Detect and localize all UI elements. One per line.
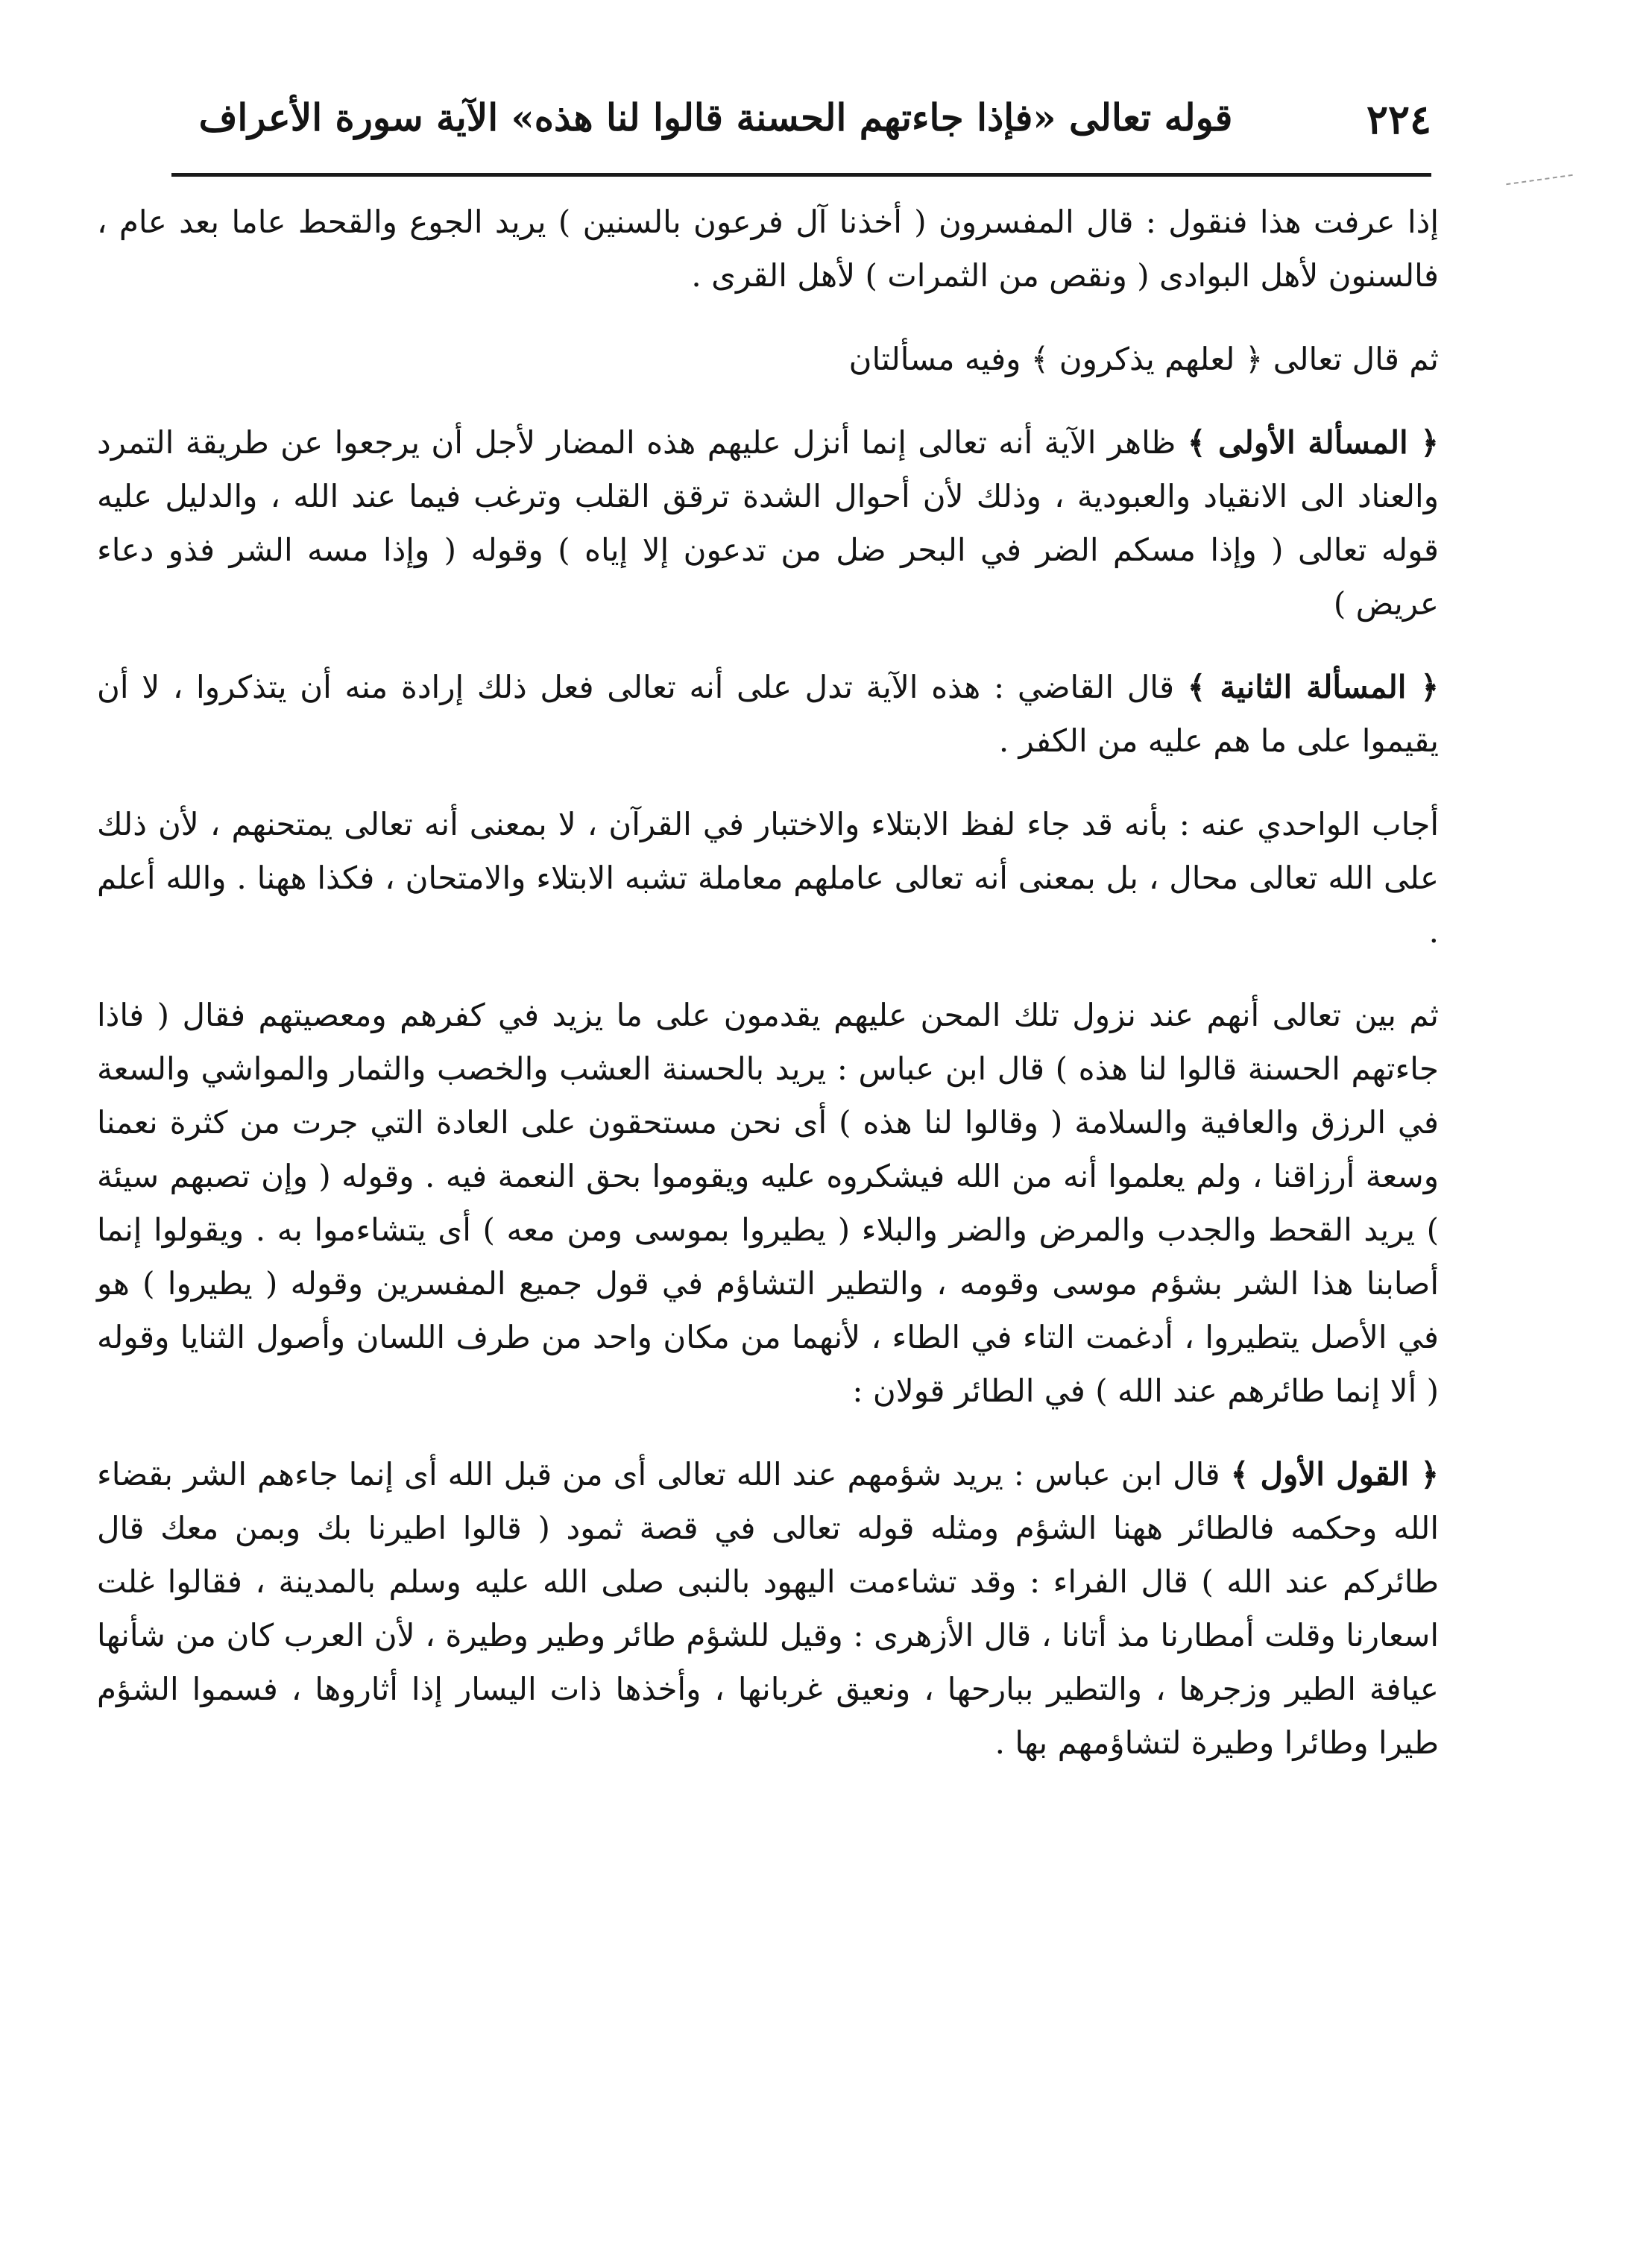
paragraph-text: ثم بين تعالى أنهم عند نزول تلك المحن عليهم يقدمون على ما يزيد في كفرهم ومعصيتهم فقال ( فاذا جاءتهم الحسنة قالوا لنا هذه ) قال ابن عباس : يريد بالحسنة العشب والخصب والثمار والمواشي والسعة في الرزق والعافية والسلامة ( وقالوا لنا هذه ) أى نحن مستحقون على العادة التي جرت من كثرة نعمنا وسعة أرزاقنا ، ولم يعلموا أنه من الله فيشكروه عليه ويقوموا بحق النعمة فيه . وقوله ( وإن تصبهم سيئة ) يريد القحط والجدب والمرض والضر والبلاء ( يطيروا بموسى ومن معه ) أى يتشاءموا به . ويقولوا إنما أصابنا هذا الشر بشؤم موسى وقومه ، والتطير التشاؤم في قول جميع المفسرين وقوله ( يطيروا ) هو في الأصل يتطيروا ، أدغمت التاء في الطاء ، لأنهما من مكان واحد من طرف اللسان وأصول الثنايا وقوله ( ألا إنما طائرهم عند الله ) في الطائر قولان : bbox=[97, 997, 1439, 1409]
paragraph-text: أجاب الواحدي عنه : بأنه قد جاء لفظ الابتلاء والاختبار في القرآن ، لا بمعنى أنه تعالى يمتحنهم ، لأن ذلك على الله تعالى محال ، بل بمعنى أنه تعالى عاملهم معاملة تشبه الابتلاء والامتحان ، فكذا ههنا . والله أعلم . bbox=[97, 806, 1439, 950]
paragraph bbox=[97, 989, 1439, 1418]
paragraph-text: ظاهر الآية أنه تعالى إنما أنزل عليهم هذه المضار لأجل أن يرجعوا عن طريقة التمرد والعناد الى الانقياد والعبودية ، وذلك لأن أحوال الشدة ترقق القلب وترغب فيما عند الله ، والدليل عليه قوله تعالى ( وإذا مسكم الضر في البحر ضل من تدعون إلا إياه ) وقوله ( وإذا مسه الشر فذو دعاء عريض ) bbox=[97, 424, 1439, 622]
paragraph-first-issue bbox=[97, 416, 1439, 631]
paragraph bbox=[97, 332, 1439, 386]
section-heading: ﴿ القول الأول ﴾ bbox=[1230, 1456, 1439, 1493]
page-body bbox=[97, 195, 1439, 1770]
scan-artifact-mark bbox=[1506, 174, 1572, 186]
paragraph-text: قال ابن عباس : يريد شؤمهم عند الله تعالى أى من قبل الله أى إنما جاءهم الشر بقضاء الله وحكمه فالطائر ههنا الشؤم ومثله قوله تعالى في قصة ثمود ( قالوا اطيرنا بك وبمن معك قال طائركم عند الله ) قال الفراء : وقد تشاءمت اليهود بالنبى صلى الله عليه وسلم بالمدينة ، فقالوا غلت اسعارنا وقلت أمطارنا مذ أتانا ، قال الأزهرى : وقيل للشؤم طائر وطير وطيرة ، لأن العرب كان من شأنها عيافة الطير وزجرها ، والتطير ببارحها ، ونعيق غربانها ، وأخذها ذات اليسار إذا أثاروها ، فسموا الشؤم طيرا وطائرا وطيرة لتشاؤمهم بها . bbox=[97, 1456, 1439, 1761]
paragraph-text: ثم قال تعالى ﴿ لعلهم يذكرون ﴾ وفيه مسألتان bbox=[848, 341, 1439, 377]
running-title: قوله تعالى «فإذا جاءتهم الحسنة قالوا لنا هذه» الآية سورة الأعراف bbox=[198, 95, 1233, 139]
section-heading: ﴿ المسألة الأولى ﴾ bbox=[1187, 424, 1439, 461]
paragraph-second-issue bbox=[97, 661, 1439, 768]
header-rule bbox=[171, 173, 1431, 177]
paragraph-text: قال القاضي : هذه الآية تدل على أنه تعالى فعل ذلك إرادة منه أن يتذكروا ، لا أن يقيموا على ما هم عليه من الكفر . bbox=[97, 669, 1439, 759]
page-header bbox=[171, 88, 1431, 170]
page-number: ٢٢٤ bbox=[1366, 95, 1431, 143]
paragraph bbox=[97, 195, 1439, 303]
paragraph-text: إذا عرفت هذا فنقول : قال المفسرون ( أخذنا آل فرعون بالسنين ) يريد الجوع والقحط عاما بعد عام ، فالسنون لأهل البوادى ( ونقص من الثمرات ) لأهل القرى . bbox=[97, 204, 1439, 294]
paragraph bbox=[97, 798, 1439, 959]
paragraph-first-saying bbox=[97, 1448, 1439, 1770]
section-heading: ﴿ المسألة الثانية ﴾ bbox=[1187, 669, 1439, 705]
